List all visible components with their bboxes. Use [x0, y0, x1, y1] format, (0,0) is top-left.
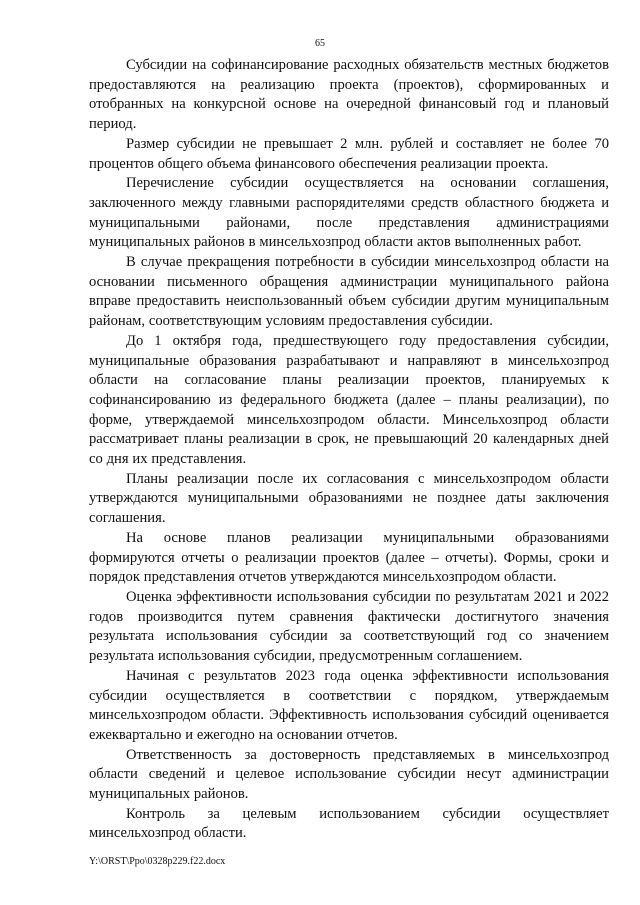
paragraph-control: Контроль за целевым использованием субсидии осуществляет минсельхозпрод области. — [89, 805, 609, 842]
page-number: 65 — [315, 38, 325, 49]
paragraph-subsidy-purpose: Субсидии на софинансирование расходных обязательств местных бюджетов предоставляются на реализацию проекта (проектов), сформированных и отобранных на конкурсной основе на очередной финансовый год и плановый период. — [89, 57, 609, 133]
document-body — [89, 56, 609, 844]
paragraph-plan-approval: Планы реализации после их согласования с минсельхозпродом области утверждаются муниципальными образованиями не позднее даты заключения соглашения. — [89, 470, 609, 527]
paragraph-efficiency-2021-2022: Оценка эффективности использования субсидии по результатам 2021 и 2022 годов производится путем сравнения фактически достигнутого значения результата использования субсидии за соответствующий год со значением результата использования субсидии, предусмотренным соглашением. — [89, 588, 609, 665]
paragraph-subsidy-reallocation: В случае прекращения потребности в субсидии минсельхозпрод области на основании письменного обращения администрации муниципального района вправе предоставить неиспользованный объем субсидии другим муниципальным районам, соответствующим условиям предоставления субсидии. — [89, 254, 609, 330]
file-path-footer: Y:\ORST\Ppo\0328p229.f22.docx — [89, 856, 226, 867]
paragraph-subsidy-amount: Размер субсидии не превышает 2 млн. рублей и составляет не более 70 процентов общего объема финансового обеспечения реализации проекта. — [89, 135, 609, 172]
paragraph-efficiency-2023: Начиная с результатов 2023 года оценка эффективности использования субсидии осуществляется в соответствии с порядком, утверждаемым минсельхозпродом области. Эффективность использования субсидий оценивается ежеквартально и ежегодно на основании отчетов. — [89, 667, 609, 743]
paragraph-responsibility: Ответственность за достоверность представляемых в минсельхозпрод области сведений и целевое использование субсидии несут администрации муниципальных районов. — [89, 746, 609, 803]
paragraph-subsidy-transfer: Перечисление субсидии осуществляется на основании соглашения, заключенного между главными распорядителями средств областного бюджета и муниципальными районами, после представления администрациями муниципальных районов в минсельхозпрод области актов выполненных работ. — [89, 175, 609, 251]
paragraph-reports: На основе планов реализации муниципальными образованиями формируются отчеты о реализации проектов (далее – отчеты). Формы, сроки и порядок представления отчетов утверждаются минсельхозпродом области. — [89, 529, 609, 586]
paragraph-implementation-plans: До 1 октября года, предшествующего году предоставления субсидии, муниципальные образования разрабатывают и направляют в минсельхозпрод области на согласование планы реализации проектов, планируемых к софинансированию из федерального бюджета (далее – планы реализации), по форме, утверждаемой минсельхозпродом области. Минсельхозпрод области рассматривает планы реализации в срок, не превышающий 20 календарных дней со дня их представления. — [89, 332, 609, 468]
